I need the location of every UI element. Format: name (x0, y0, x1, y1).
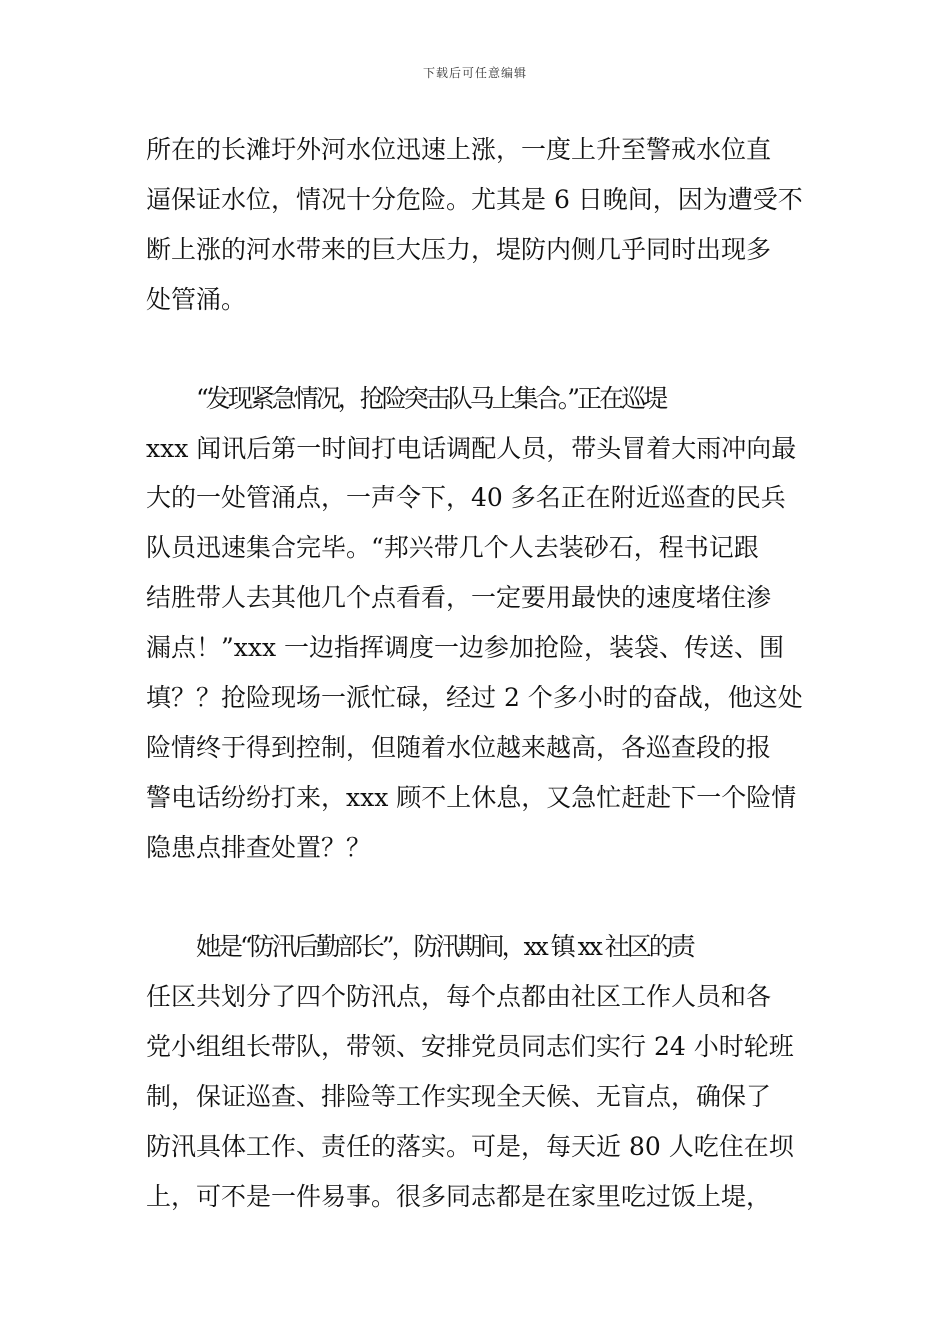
paragraph-2-line-2: xxx 闻讯后第一时间打电话调配人员，带头冒着大雨冲向最 (146, 434, 797, 463)
paragraph-2-line-6: 漏点！”xxx 一边指挥调度一边参加抢险，装袋、传送、围 (146, 633, 785, 662)
paragraph-2-line-4: 队员迅速集合完毕。“邦兴带几个人去装砂石，程书记跟 (146, 533, 759, 562)
paragraph-3-line-2: 任区共划分了四个防汛点，每个点都由社区工作人员和各 (146, 982, 772, 1011)
paragraph-2-line-10: 隐患点排查处置？？ (146, 833, 372, 862)
paragraph-2-line-9: 警电话纷纷打来，xxx 顾不上休息，又急忙赶赴下一个险情 (146, 783, 797, 812)
paragraph-1-line-3: 断上涨的河水带来的巨大压力，堤防内侧几乎同时出现多 (146, 235, 772, 264)
paragraph-2-line-3: 大的一处管涌点，一声令下，40 多名正在附近巡查的民兵 (146, 483, 786, 512)
paragraph-2-line-7: 填？？抢险现场一派忙碌，经过 2 个多小时的奋战，他这处 (146, 683, 803, 712)
page-header: 下载后可任意编辑 (422, 66, 527, 80)
paragraph-1-line-2: 逼保证水位，情况十分危险。尤其是 6 日晚间，因为遭受不 (146, 185, 803, 214)
paragraph-3-line-5: 防汛具体工作、责任的落实。可是，每天近 80 人吃住在坝 (146, 1132, 794, 1161)
paragraph-3-line-1: 她是“防汛后勤部长”，防汛期间，xx 镇 xx 社区的责 (196, 932, 693, 961)
paragraph-1-line-1: 所在的长滩圩外河水位迅速上涨，一度上升至警戒水位直 (146, 135, 772, 164)
paragraph-1-line-4: 处管涌。 (146, 285, 247, 314)
paragraph-2-line-8: 险情终于得到控制，但随着水位越来越高，各巡查段的报 (146, 733, 772, 762)
paragraph-3-line-4: 制，保证巡查、排险等工作实现全天候、无盲点，确保了 (146, 1082, 772, 1111)
paragraph-3-line-3: 党小组组长带队，带领、安排党员同志们实行 24 小时轮班 (146, 1032, 794, 1061)
paragraph-3-line-6: 上，可不是一件易事。很多同志都是在家里吃过饭上堤， (146, 1182, 772, 1211)
paragraph-2-line-5: 结胜带人去其他几个点看看，一定要用最快的速度堵住渗 (146, 583, 772, 612)
paragraph-2-line-1: “发现紧急情况，抢险突击队马上集合。”正在巡堤 (196, 384, 666, 413)
